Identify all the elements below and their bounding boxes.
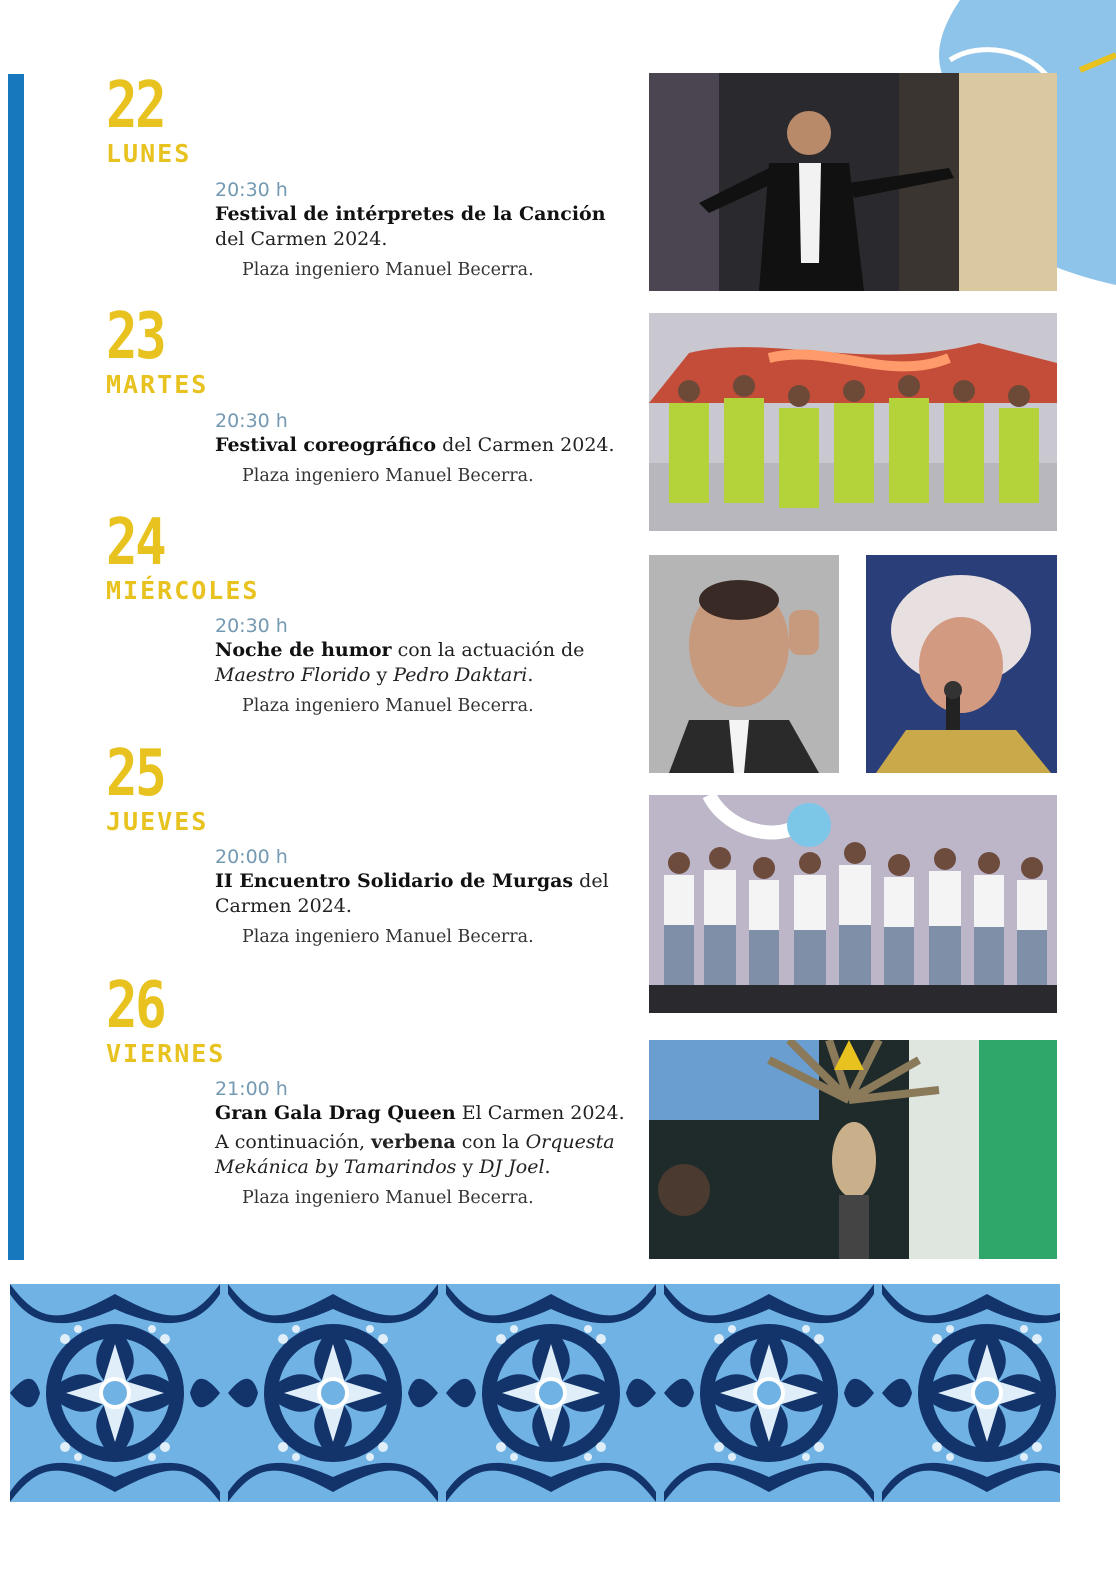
event-time: 20:30 h — [215, 615, 288, 637]
day-number: 24 — [106, 506, 165, 580]
event-place: Plaza ingeniero Manuel Becerra. — [242, 260, 534, 280]
decorative-tile-band — [10, 1284, 1060, 1502]
event-23 — [215, 409, 635, 489]
day-25 — [106, 737, 209, 836]
event-title: Festival de intérpretes de la Canción del Carmen 2024. — [215, 203, 606, 250]
day-26 — [106, 969, 226, 1068]
event-time: 21:00 h — [215, 1078, 288, 1100]
day-name: VIERNES — [106, 1039, 226, 1068]
left-accent-bar — [8, 74, 24, 1260]
event-time: 20:00 h — [215, 846, 288, 868]
day-number: 22 — [106, 69, 165, 143]
comedian-photo — [649, 555, 839, 773]
event-25 — [215, 845, 635, 950]
drag-gala-photo — [649, 1040, 1057, 1259]
event-place: Plaza ingeniero Manuel Becerra. — [242, 466, 534, 486]
dance-group-photo — [649, 313, 1057, 531]
event-title: Festival coreográfico del Carmen 2024. — [215, 434, 615, 456]
event-place: Plaza ingeniero Manuel Becerra. — [242, 1188, 534, 1208]
murgas-photo — [649, 795, 1057, 1013]
event-time: 20:30 h — [215, 410, 288, 432]
event-place: Plaza ingeniero Manuel Becerra. — [242, 696, 534, 716]
day-name: JUEVES — [106, 807, 209, 836]
event-title: II Encuentro Solidario de Murgas del Carmen 2024. — [215, 870, 609, 917]
day-23 — [106, 300, 209, 399]
day-name: MIÉRCOLES — [106, 576, 260, 605]
day-24 — [106, 506, 260, 605]
day-number: 23 — [106, 300, 165, 374]
event-subtitle: A continuación, verbena con la Orquesta Mekánica by Tamarindos y DJ Joel. — [215, 1131, 615, 1178]
event-24 — [215, 614, 635, 719]
day-number: 25 — [106, 737, 165, 811]
day-name: MARTES — [106, 370, 209, 399]
drag-artist-photo — [866, 555, 1057, 773]
singer-photo — [649, 73, 1057, 291]
event-title: Noche de humor con la actuación de Maestro Florido y Pedro Daktari. — [215, 639, 585, 686]
event-place: Plaza ingeniero Manuel Becerra. — [242, 927, 534, 947]
event-26 — [215, 1077, 635, 1211]
day-22 — [106, 69, 192, 168]
event-title: Gran Gala Drag Queen El Carmen 2024. — [215, 1102, 625, 1124]
event-time: 20:30 h — [215, 179, 288, 201]
day-name: LUNES — [106, 139, 192, 168]
day-number: 26 — [106, 969, 165, 1043]
event-22 — [215, 178, 635, 283]
